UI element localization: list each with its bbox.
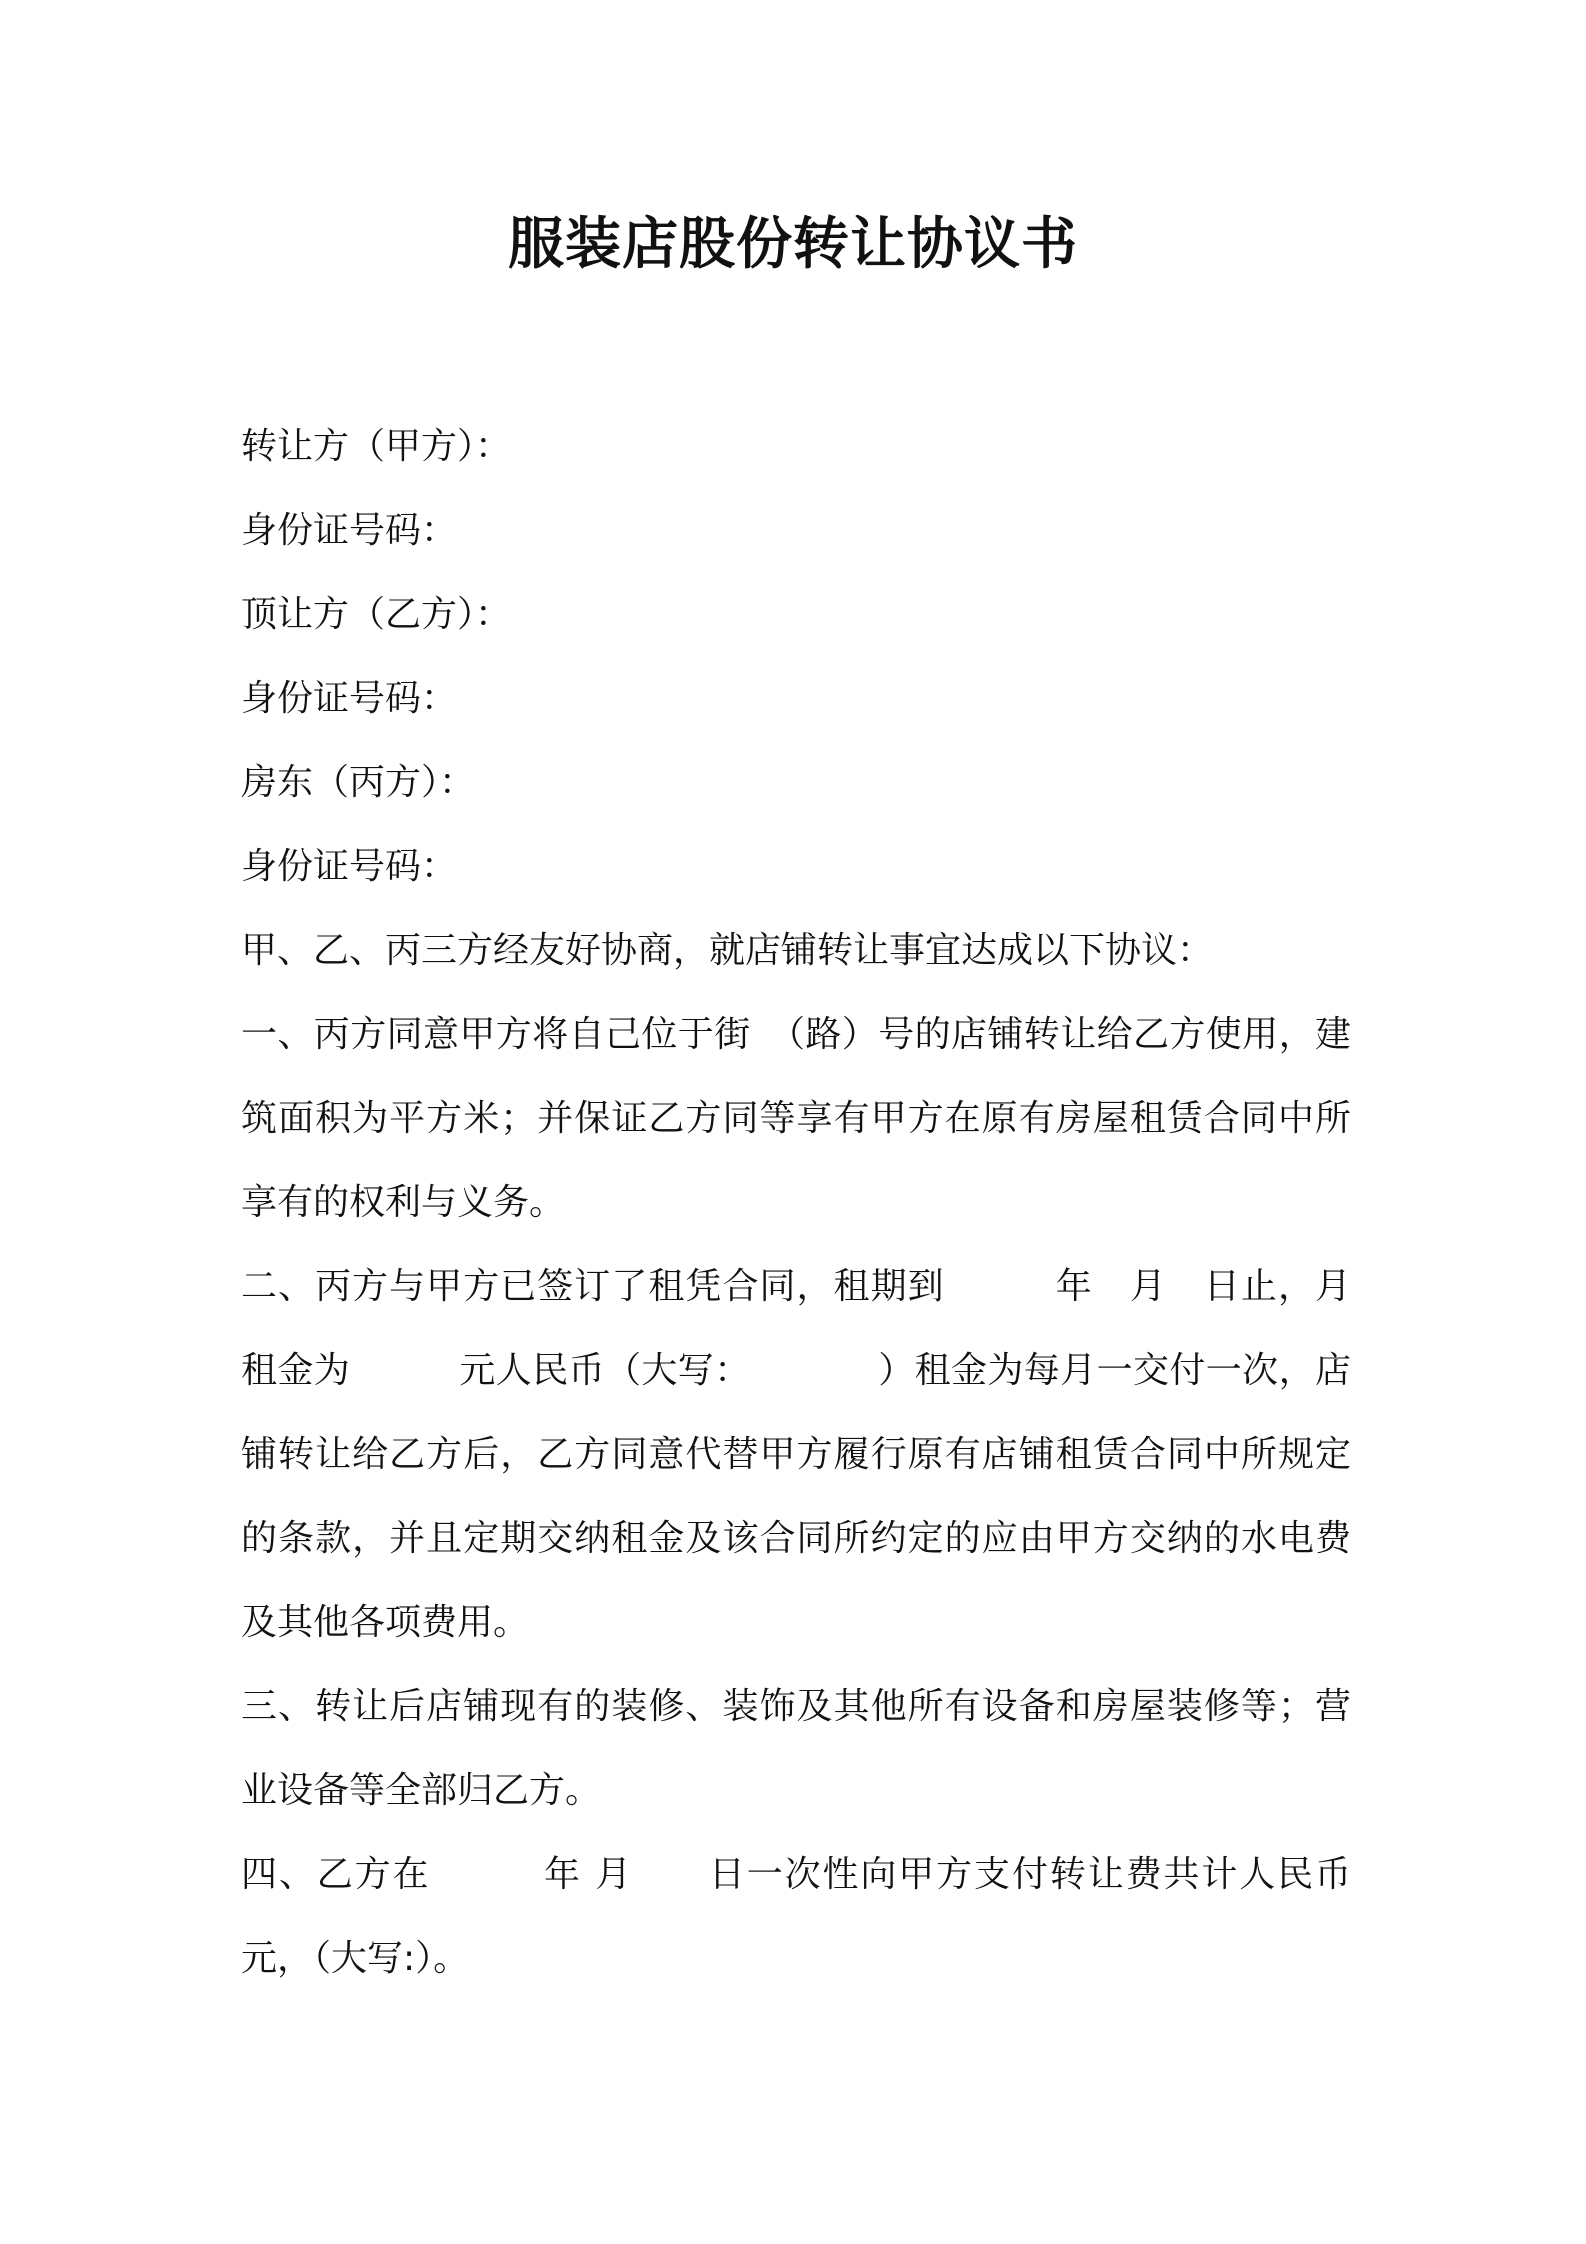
party-transferee-id-label: 身份证号码： (241, 678, 458, 719)
clause-4: 四、乙方在 年 月 日一次性向甲方支付转让费共计人民币元，（大写:）。 (241, 1854, 1351, 1979)
document-body (241, 405, 1351, 2001)
clause-2: 二、丙方与甲方已签订了租凭合同，租期到 年 月 日止，月租金为 元人民币（大写： ）租金为每月一交付一次，店铺转让给乙方后，乙方同意代替甲方履行原有店铺租赁合同中所规定的条款，并且定期交纳租金及该合同所约定的应由甲方交纳的水电费及其他各项费用。 (241, 1266, 1351, 1643)
clause-3: 三、转让后店铺现有的装修、装饰及其他所有设备和房屋装修等；营业设备等全部归乙方。 (241, 1686, 1351, 1811)
party-transferor-id-label: 身份证号码： (241, 510, 458, 551)
document-title: 服装店股份转让协议书 (508, 212, 1078, 277)
party-landlord-label: 房东（丙方）： (241, 762, 476, 803)
party-transferee-label: 顶让方（乙方）： (241, 594, 512, 635)
agreement-intro: 甲、乙、丙三方经友好协商，就店铺转让事宜达成以下协议： (241, 930, 1214, 971)
party-landlord-id-label: 身份证号码： (241, 846, 458, 887)
party-transferor-label: 转让方（甲方）： (241, 426, 512, 467)
clause-1: 一、丙方同意甲方将自己位于街 （路）号的店铺转让给乙方使用，建筑面积为平方米；并保证乙方同等享有甲方在原有房屋租赁合同中所享有的权利与义务。 (241, 1014, 1351, 1223)
